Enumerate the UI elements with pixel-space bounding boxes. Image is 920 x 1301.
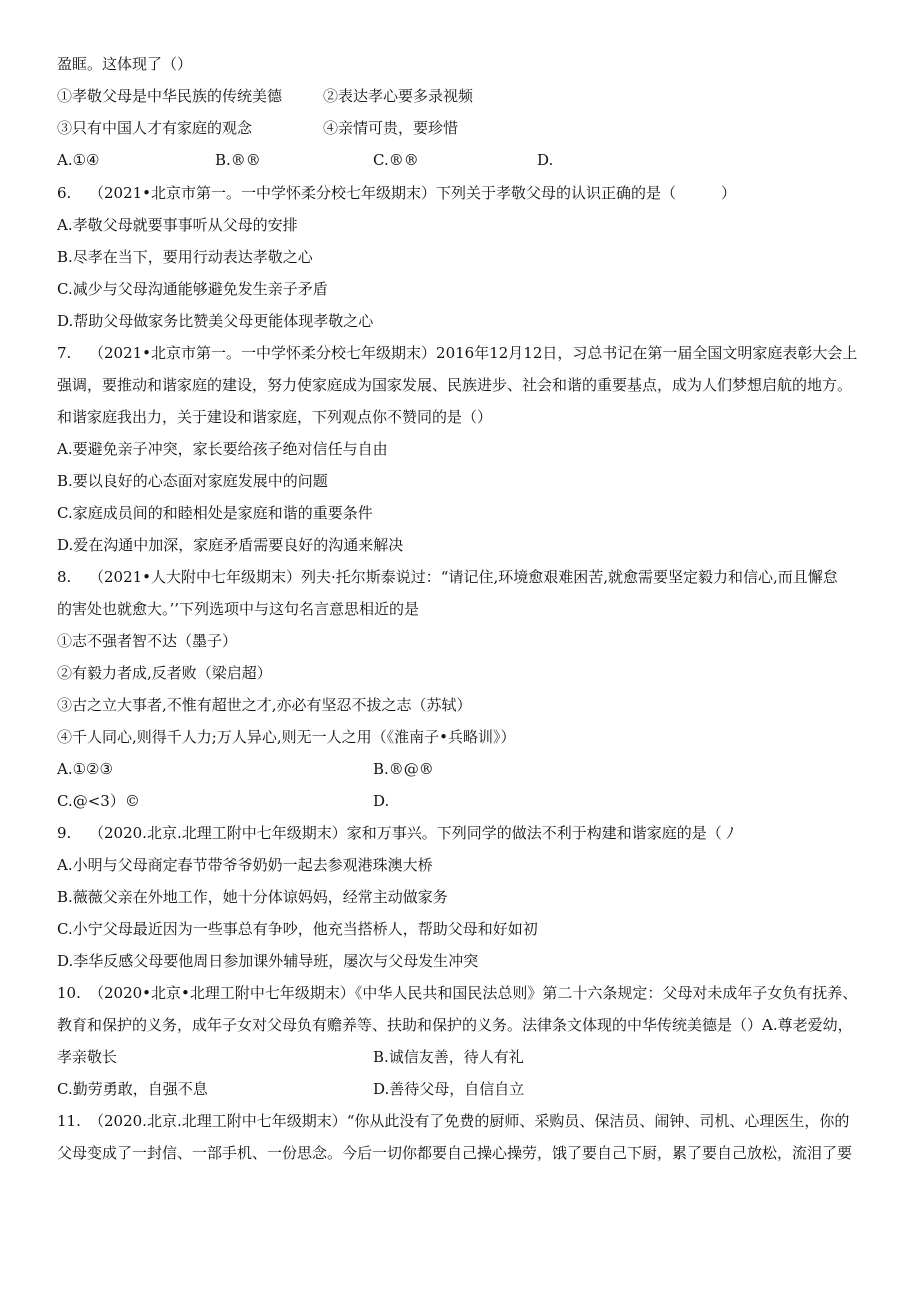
q8-option-b: B.®@®: [373, 760, 434, 778]
q7-option-c: C.家庭成员间的和睦相处是家庭和谐的重要条件: [57, 504, 373, 522]
q11-stem-text: （2020.北京.北理工附中七年级期末）“你从此没有了免费的厨师、采购员、保洁员、闹钟、司机、心理医生，你的: [89, 1112, 850, 1130]
q7-stem-text: （2021•北京市第一。一中学怀柔分校七年级期末）2016年12月12日，习总书记在第一届全国文明家庭表彰大会上: [89, 344, 858, 362]
q6-option-c: C.减少与父母沟通能够避免发生亲子矛盾: [57, 280, 328, 298]
q11-stem-line-1: [57, 1111, 849, 1131]
q8-number: 8.: [57, 568, 72, 586]
q8-statement-1: ①志不强者智不达（墨子）: [57, 632, 238, 650]
q10-number: 10.: [57, 984, 81, 1002]
q9-option-a: A.小明与父母商定春节带爷爷奶奶一起去参观港珠澳大桥: [57, 856, 433, 874]
q9-option-d: D.李华反感父母要他周日参加课外辅导班，屡次与父母发生冲突: [57, 952, 479, 970]
q7-option-b: B.要以良好的心态面对家庭发展中的问题: [57, 472, 328, 490]
q7-stem-line-3: 和谐家庭我出力，关于建设和谐家庭，下列观点你不赞同的是（）: [57, 408, 493, 426]
q8-option-c: C.@<3）©: [57, 792, 140, 810]
q7-number: 7.: [57, 344, 72, 362]
q5-statement-3: ③只有中国人才有家庭的观念: [57, 119, 253, 137]
q8-statement-4: ④千人同心,则得千人力;万人异心,则无一人之用（《淮南子•兵略训》）: [57, 728, 516, 746]
q5-statement-2: ②表达孝心要多录视频: [323, 87, 474, 105]
q10-option-d: D.善待父母，自信自立: [373, 1080, 525, 1098]
q9-option-b: B.薇薇父亲在外地工作，她十分体谅妈妈，经常主动做家务: [57, 888, 448, 906]
q6-option-d: D.帮助父母做家务比赞美父母更能体现孝敬之心: [57, 312, 374, 330]
q10-option-b: B.诚信友善，待人有礼: [373, 1048, 524, 1066]
q6-option-a: A.孝敬父母就要事事听从父母的安排: [57, 216, 298, 234]
q5-option-c: C.®®: [373, 151, 419, 169]
q7-option-d: D.爱在沟通中加深，家庭矛盾需要良好的沟通来解决: [57, 536, 404, 554]
q5-tail: 盈眶。这体现了（）: [57, 55, 193, 73]
q6-option-b: B.尽孝在当下，要用行动表达孝敬之心: [57, 248, 313, 266]
q6-stem-text: （2021•北京市第一。一中学怀柔分校七年级期末）下列关于孝敬父母的认识正确的是（ ）: [89, 184, 737, 202]
q6-number: 6.: [57, 184, 72, 202]
q10-stem-line-2: 教育和保护的义务，成年子女对父母负有赡养等、扶助和保护的义务。法律条文体现的中华传统美德是（）A.尊老爱幼，: [57, 1016, 853, 1034]
q8-statement-2: ②有毅力者成,反者败（梁启超）: [57, 664, 272, 682]
q9-number: 9.: [57, 824, 72, 842]
q5-statement-4: ④亲情可贵，要珍惜: [323, 119, 459, 137]
q8-option-a: A.①②③: [57, 760, 113, 778]
q7-stem-line-2: 强调，要推动和谐家庭的建设，努力使家庭成为国家发展、民族进步、社会和谐的重要基点，成为人们梦想启航的地方。: [57, 376, 853, 394]
q11-stem-line-2: 父母变成了一封信、一部手机、一份思念。今后一切你都要自己操心操劳，饿了要自己下厨，累了要自己放松，流泪了要: [57, 1144, 853, 1162]
q9-stem: [57, 823, 734, 843]
q8-stem-line-1: [57, 567, 838, 587]
q8-option-d: D.: [373, 792, 390, 810]
q8-stem-line-2: 的害处也就愈大。’’下列选项中与这句名言意思相近的是: [57, 600, 420, 618]
q10-option-c: C.勤劳勇敢，自强不息: [57, 1080, 208, 1098]
q7-stem-line-1: [57, 343, 857, 363]
q11-number: 11.: [57, 1112, 81, 1130]
q10-stem-line-1: [57, 983, 857, 1003]
q5-statement-1: ①孝敬父母是中华民族的传统美德: [57, 87, 283, 105]
q5-option-b: B.®®: [215, 151, 261, 169]
q5-option-a: A.①④: [57, 151, 100, 169]
q5-option-d: D.: [537, 151, 554, 169]
q8-stem-text: （2021•人大附中七年级期末）列夫·托尔斯泰说过：“请记住,环境愈艰难困苦,就愈需要坚定毅力和信心,而且懈怠: [89, 568, 838, 586]
q9-option-c: C.小宁父母最近因为一些事总有争吵，他充当搭桥人，帮助父母和好如初: [57, 920, 538, 938]
q10-stem-line-3: 孝亲敬长: [57, 1048, 118, 1066]
q10-stem-text: （2020•北京•北理工附中七年级期末）《中华人民共和国民法总则》第二十六条规定：父母对未成年子女负有抚养、: [89, 984, 858, 1002]
q8-statement-3: ③古之立大事者,不惟有超世之才,亦必有坚忍不拔之志（苏轼）: [57, 696, 472, 714]
q9-stem-text: （2020.北京.北理工附中七年级期末）家和万事兴。下列同学的做法不利于构建和谐家庭的是（ ﾉ: [89, 824, 734, 842]
q7-option-a: A.要避免亲子冲突，家长要给孩子绝对信任与自由: [57, 440, 388, 458]
q6-stem: [57, 183, 736, 203]
